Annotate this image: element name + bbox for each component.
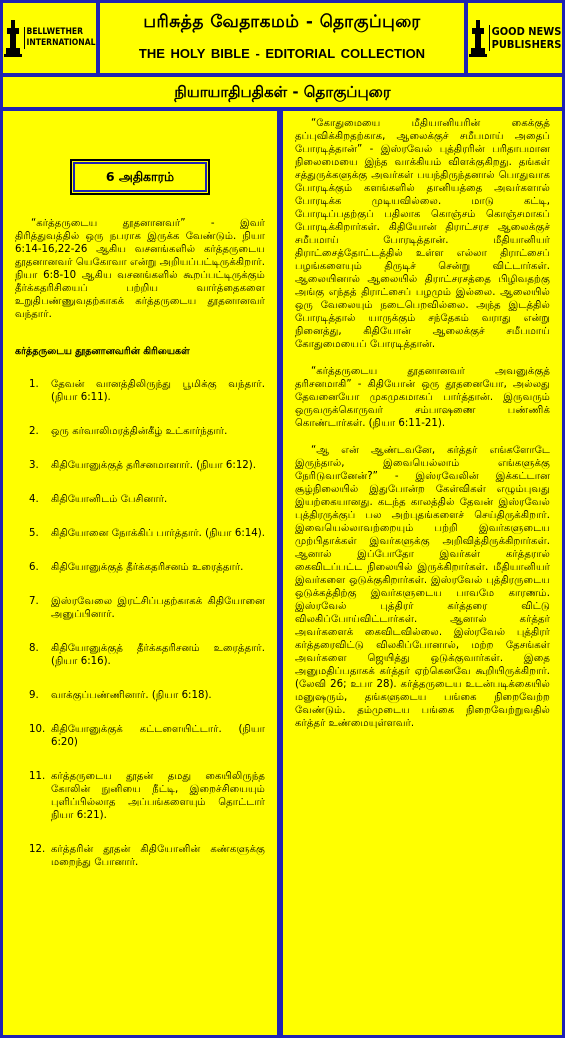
section-title: நியாயாதிபதிகள் - தொகுப்புரை — [3, 77, 562, 107]
chapter-label: 6 அதிகாரம் — [70, 159, 210, 195]
list-item — [29, 527, 265, 540]
list-item-number: 4. — [29, 494, 39, 505]
list-item-number: 8. — [29, 643, 39, 654]
list-item-text: கிதியோனுக்குத் தரிசனமானார். (நியா 6:12). — [51, 460, 256, 471]
list-item-number: 2. — [29, 426, 39, 437]
title-english: THE HOLY BIBLE - EDITORIAL COLLECTION — [138, 46, 426, 61]
right-logo-line-1: GOOD NEWS — [491, 25, 562, 38]
works-subheading: கர்த்தருடைய தூதனானவரின் கிரியைகள் — [15, 346, 190, 357]
list-item — [29, 561, 265, 574]
list-item-number: 1. — [29, 379, 39, 390]
list-item-text: கிதியோனுக்குக் கட்டளையிட்டார். (நியா 6:20) — [51, 724, 265, 748]
list-item-text: கிதியோனை நோக்கிப் பார்த்தார். (நியா 6:14). — [51, 528, 265, 539]
commentary-paragraph: “கோதுமையை மீதியானியரின் கைக்குத் தப்புவிக்கிறதற்காக, ஆலைக்குச் சமீபமாய் அதைப் போரடித்தான்” - இஸ்ரவேல் புத்திரரின் பரிதாபமான நிலைமையை இந்த வாக்கியம் விளக்குகிறது. தங்கள் சத்துருக்களுக்கு அவர்கள் பயந்திருந்தனால் பொதுவாக போரடிக்கும் களங்களில் தானியத்தை அவர்களால் போரடிக்க முடியவில்லை. மாடு கட்டி, போரடிப்பதற்குப் பதிலாக கொஞ்சம் கொஞ்சமாகப் போரடிக்கிறார்கள். கிதியோன் திராட்சரச ஆலைக்குச் சமீபமாய் போரடித்தான். மீதியானியர் திராட்சைத்தோட்டத்தில் உள்ள எல்லா திராட்சைப் பழங்களையும் திருடிச் சென்று விட்டார்கள். ஆலையினால் ஆலையில் திராட்சரசத்தை பிழிவதற்கு அங்கு எந்தத் திராட்சைப் பழமும் இல்லை. ஆலையில் ஒரு வேலையும் நடைபெறவில்லை. அந்த இடத்தில் போரடித்தால் யாருக்கும் சந்தேகம் வராது என்று நினைத்து, கிதியோன் ஆலைக்குச் சமீபமாய் கோதுமையைப் போரடித்தான். — [295, 118, 550, 350]
list-item — [29, 642, 265, 668]
list-item — [29, 378, 265, 404]
list-item — [29, 723, 265, 749]
list-item-number: 3. — [29, 460, 39, 471]
list-item-text: இஸ்ரவேலை இரட்சிப்பதற்காகக் கிதியோனை அனுப்பினார். — [51, 596, 265, 620]
list-item — [29, 595, 265, 621]
list-item — [29, 493, 265, 506]
list-item — [29, 843, 265, 869]
right-logo-line-2: PUBLISHERS — [491, 38, 562, 51]
bellwether-logo-panel — [3, 3, 96, 73]
list-item-number: 10. — [29, 724, 46, 735]
goodnews-logo-panel — [468, 3, 562, 73]
list-item-number: 11. — [29, 771, 46, 782]
list-item-text: தேவன் வானத்திலிருந்து பூமிக்கு வந்தார். (நியா 6:11). — [51, 379, 265, 403]
list-item-text: ஒரு கர்வாலிமரத்தின்கீழ் உட்கார்ந்தார். — [51, 426, 228, 437]
right-column — [283, 111, 562, 1035]
bible-lamp-icon — [469, 18, 487, 58]
list-item-text: கிதியோனிடம் பேசினார். — [51, 494, 168, 505]
bible-lamp-icon — [4, 18, 22, 58]
list-item-number: 9. — [29, 690, 39, 701]
commentary-paragraph: “கர்த்தருடைய தூதனானவர் அவனுக்குத் தரிசனமாகி” - கிதியோன் ஒரு தூதனையோ, அல்லது தேவனையோ முகமுகமாகப் பார்த்தான். இருவரும் ஒருவருக்கொருவர் சம்பாஷணை பண்ணிக் கொண்டார்கள். (நியா 6:11-21). — [295, 366, 550, 429]
bellwether-logo — [4, 18, 96, 58]
intro-paragraph: “கர்த்தருடைய தூதனானவர்” - இவர் திரித்துவத்தில் ஒரு நபராக இருக்க வேண்டும். நியா 6:14-16,22-26 ஆகிய வசனங்களில் கர்த்தருடைய தூதனானவர் யெகோவா என்று அறியப்பட்டிருக்கிறார். நியா 6:8-10 ஆகிய வசனங்களில் கூறப்பட்டிருக்கும் தீர்க்கதரிசியைப் பற்றிய வார்த்தைகளை உறுதிபண்ணுவதற்காகக் கர்த்தருடைய தூதனானவர் வந்தார். — [15, 218, 265, 320]
list-item-text: கர்த்தரின் தூதன் கிதியோனின் கண்களுக்கு மறைந்து போனார். — [51, 844, 265, 868]
list-item — [29, 770, 265, 822]
list-item-number: 12. — [29, 844, 46, 855]
goodnews-logo — [469, 18, 562, 58]
list-item-text: கிதியோனுக்குத் தீர்க்கதரிசனம் உரைத்தார். — [51, 562, 244, 573]
list-item-text: வாக்குப்பண்ணினார். (நியா 6:18). — [51, 690, 212, 701]
left-logo-line-1: BELLWETHER — [26, 27, 84, 37]
list-item — [29, 689, 265, 702]
left-column — [3, 111, 277, 1035]
list-item-number: 7. — [29, 596, 39, 607]
list-item-number: 6. — [29, 562, 39, 573]
commentary-paragraph: “ஆ என் ஆண்டவனே, கர்த்தர் எங்களோடே இருந்தால், இவையெல்லாம் எங்களுக்கு நேரிடுவானேன்?” - இஸ்ரவேலின் இக்கட்டான சூழ்நிலையில் இதுபோன்ற கேள்விகள் எழும்புவது இயற்கையானது. கடந்த காலத்தில் தேவன் இஸ்ரவேல் புத்திரருக்குப் பல அற்புதங்களைச் செய்திருக்கிறார். இவையெல்லாவற்றையும் பற்றி இவர்களுடைய முற்பிதாக்கள் இவர்களுக்கு அறிவித்திருக்கிறார்கள். ஆனால் இப்போதோ இவர்கள் கர்த்தரால் கைவிடப்பட்ட நிலையில் இருக்கிறார்கள். மீதியானியர் இவர்களை ஒடுக்குகிறார்கள். இஸ்ரவேல் புத்திரருடைய ஒடுக்கத்திற்கு இவர்களுடைய பாவமே காரணம். இஸ்ரவேல் புத்திரர் கர்த்தரை விட்டு விலகிப்போய்விட்டார்கள். ஆனால் கர்த்தர் அவர்களைக் கைவிடவில்லை. இஸ்ரவேல் புத்திரர் கர்த்தரைவிட்டு விலகிப்போனால், மற்ற தேசங்கள் அவர்களை ஜெயித்து ஒடுக்குவார்கள். இதை அனுமதிப்பதாகக் கர்த்தர் ஏற்கெனவே கூறியிருக்கிறார். (லேவி 26; உபா 28). கர்த்தருடைய உடன்படிக்கையில் மனுஷரும், தங்களுடைய பங்கை நிறைவேற்ற வேண்டும். தம்முடைய பங்கை நிறைவேற்றுவதில் கர்த்தர் உண்மையுள்ளவர். — [295, 445, 550, 729]
works-list — [15, 378, 265, 869]
list-item-text: கர்த்தருடைய தூதன் தமது கையிலிருந்த கோலின் நுனியை நீட்டி, இறைச்சியையும் புளிப்பில்லாத அப்பங்களையும் தொட்டார் நியா 6:21). — [51, 771, 265, 821]
list-item-text: கிதியோனுக்குத் தீர்க்கதரிசனம் உரைத்தார். (நியா 6:16). — [51, 643, 265, 667]
title-tamil: பரிசுத்த வேதாகமம் - தொகுப்புரை — [143, 12, 421, 32]
list-item — [29, 425, 265, 438]
list-item-number: 5. — [29, 528, 39, 539]
header-title-panel — [100, 3, 464, 73]
left-logo-line-2: INTERNATIONAL — [26, 38, 96, 48]
list-item — [29, 459, 265, 472]
